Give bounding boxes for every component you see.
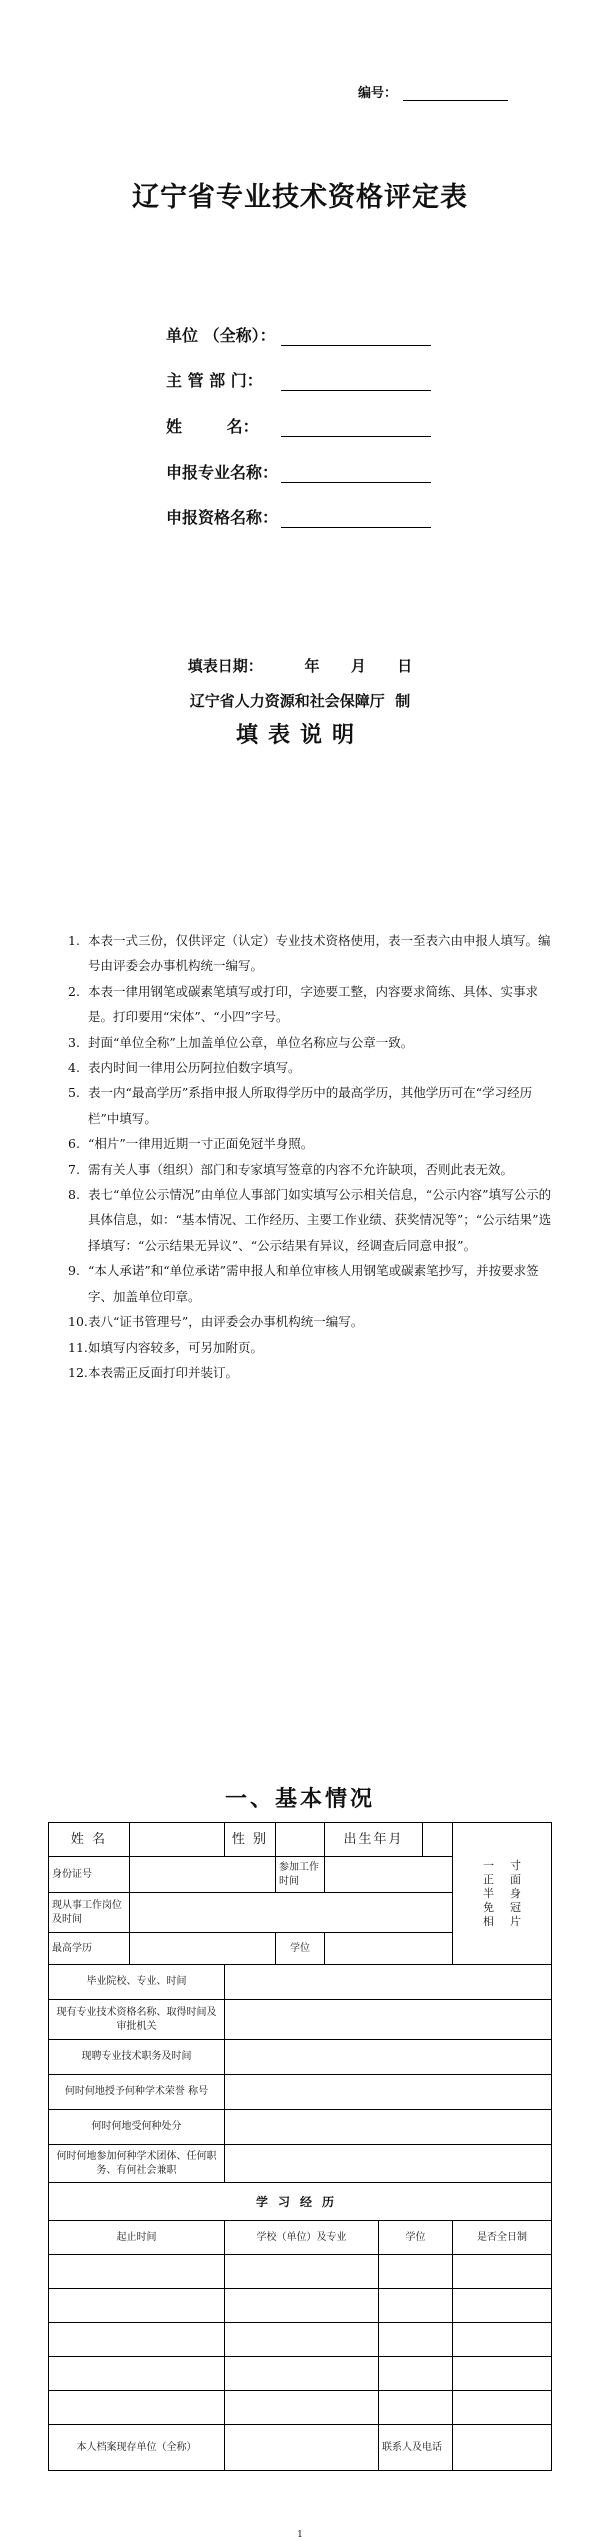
field-name-blank[interactable] (281, 420, 431, 437)
study-fulltime-cell[interactable] (453, 2391, 552, 2425)
work-start-label: 参加工作时间 (276, 1857, 325, 1893)
study-fulltime-cell[interactable] (453, 2289, 552, 2323)
birth-value[interactable] (423, 1823, 453, 1857)
instruction-item: 9. “本人承诺”和“单位承诺”需申报人和单位审核人用钢笔或碳素笔抄写，并按要求签字、加盖单位印章。 (68, 1263, 539, 1304)
instructions-title: 填表说明 (235, 722, 364, 748)
study-period-cell[interactable] (49, 2357, 225, 2391)
study-period-cell[interactable] (49, 2323, 225, 2357)
degree-value[interactable] (325, 1933, 453, 1965)
field-name (166, 414, 431, 437)
study-row (49, 2255, 552, 2289)
study-header-school: 学校（单位）及专业 (225, 2221, 379, 2255)
photo-caption: 一 正 半 免 相 寸 面 身 冠 片 (483, 1858, 522, 1928)
study-fulltime-cell[interactable] (453, 2357, 552, 2391)
serial-number (358, 82, 508, 101)
study-period-cell[interactable] (49, 2255, 225, 2289)
study-header-degree: 学位 (379, 2221, 453, 2255)
honors-value[interactable] (225, 2075, 552, 2110)
awards-value[interactable] (225, 2110, 552, 2145)
education-value[interactable] (130, 1933, 276, 1965)
photo-box[interactable] (453, 1823, 552, 1965)
archive-value[interactable] (225, 2425, 379, 2471)
contact-label: 联系人及电话 (379, 2425, 453, 2471)
study-school-cell[interactable] (225, 2323, 379, 2357)
study-degree-cell[interactable] (379, 2357, 453, 2391)
field-name-label: 姓 名： (166, 417, 259, 436)
instructions-list (68, 928, 558, 1385)
current-post-value[interactable] (225, 2040, 552, 2075)
field-dept-label: 主 管 部 门： (166, 371, 263, 390)
study-row (49, 2289, 552, 2323)
fill-date: 填表日期： 年 月 日 (187, 657, 413, 675)
current-qual-label: 现有专业技术资格名称、取得时间及审批机关 (49, 2000, 225, 2040)
serial-blank[interactable] (403, 86, 508, 101)
field-qualification-label: 申报资格名称： (166, 508, 279, 527)
basic-info-table (48, 1822, 552, 2471)
instruction-item: 3. 封面“单位全称”上加盖单位公章，单位名称应与公章一致。 (68, 1034, 414, 1050)
field-major (166, 460, 431, 483)
current-qual-value[interactable] (225, 2000, 552, 2040)
archive-label: 本人档案现存单位（全称） (49, 2425, 225, 2471)
page-number: 1 (297, 2530, 303, 2540)
field-dept-blank[interactable] (281, 374, 431, 391)
study-degree-cell[interactable] (379, 2391, 453, 2425)
name-label: 姓 名 (49, 1823, 130, 1857)
id-value[interactable] (130, 1857, 276, 1893)
instruction-item: 12. 本表需正反面打印并装订。 (68, 1364, 239, 1380)
section-title-basic-info: 一、基本情况 (224, 1786, 375, 1812)
instruction-item: 7. 需有关人事（组织）部门和专家填写签章的内容不允许缺项，否则此表无效。 (68, 1161, 514, 1177)
field-major-blank[interactable] (281, 466, 431, 483)
instruction-item: 6. “相片”一律用近期一寸正面免冠半身照。 (68, 1136, 314, 1152)
instruction-item: 1. 本表一式三份，仅供评定（认定）专业技术资格使用，表一至表六由申报人填写。编号由评委会办事机构统一编写。 (68, 933, 551, 974)
education-label: 最高学历 (49, 1933, 130, 1965)
issuer: 辽宁省人力资源和社会保障厅 制 (189, 692, 411, 710)
instruction-item: 2. 本表一律用钢笔或碳素笔填写或打印，字迹要工整，内容要求简练、具体、实事求是。打印要用“宋体”、“小四”字号。 (68, 983, 539, 1025)
contact-value[interactable] (453, 2425, 552, 2471)
instruction-item: 11. 如填写内容较多，可另加附页。 (68, 1339, 264, 1355)
instruction-item: 8. 表七“单位公示情况”由单位人事部门如实填写公示相关信息，“公示内容”填写公示的具体信息，如：“基本情况、工作经历、主要工作业绩、获奖情况等”；“公示结果”选择填写：“公示结果无异议”、“公示结果有异议，经调查后同意申报”。 (68, 1187, 552, 1253)
study-degree-cell[interactable] (379, 2255, 453, 2289)
unit-time-label: 现从事工作岗位及时间 (49, 1893, 130, 1933)
study-row (49, 2357, 552, 2391)
study-header-period: 起止时间 (49, 2221, 225, 2255)
study-degree-cell[interactable] (379, 2323, 453, 2357)
study-history-title: 学习经历 (49, 2183, 552, 2221)
field-unit-label: 单位 （全称）： (166, 326, 276, 345)
school-value[interactable] (225, 1965, 552, 2000)
study-school-cell[interactable] (225, 2391, 379, 2425)
awards-label: 何时何地受何种处分 (49, 2110, 225, 2145)
study-header-fulltime: 是否全日制 (453, 2221, 552, 2255)
degree-label: 学位 (276, 1933, 325, 1965)
orgs-value[interactable] (225, 2145, 552, 2183)
field-unit-blank[interactable] (281, 329, 431, 346)
gender-value[interactable] (276, 1823, 325, 1857)
study-degree-cell[interactable] (379, 2289, 453, 2323)
study-period-cell[interactable] (49, 2391, 225, 2425)
study-fulltime-cell[interactable] (453, 2255, 552, 2289)
document-title: 辽宁省专业技术资格评定表 (132, 182, 468, 213)
study-school-cell[interactable] (225, 2255, 379, 2289)
study-period-cell[interactable] (49, 2289, 225, 2323)
study-row (49, 2391, 552, 2425)
instruction-item: 5. 表一内“最高学历”系指申报人所取得学历中的最高学历，其他学历可在“学习经历栏”中填写。 (68, 1085, 533, 1126)
field-qualification-blank[interactable] (281, 511, 431, 528)
field-major-label: 申报专业名称： (166, 463, 279, 482)
name-value[interactable] (130, 1823, 225, 1857)
study-fulltime-cell[interactable] (453, 2323, 552, 2357)
field-dept (166, 368, 431, 391)
work-start-value[interactable] (325, 1857, 453, 1893)
field-unit (166, 323, 431, 346)
study-school-cell[interactable] (225, 2357, 379, 2391)
orgs-label: 何时何地参加何种学术团体、任何职务、有何社会兼职 (49, 2145, 225, 2183)
serial-label: 编号： (358, 86, 398, 101)
birth-label: 出生年月 (325, 1823, 423, 1857)
gender-label: 性 别 (225, 1823, 276, 1857)
id-label: 身份证号 (49, 1857, 130, 1893)
school-label: 毕业院校、专业、时间 (49, 1965, 225, 2000)
instruction-item: 10. 表八“证书管理号”，由评委会办事机构统一编写。 (68, 1314, 364, 1330)
current-post-label: 现聘专业技术职务及时间 (49, 2040, 225, 2075)
study-row (49, 2323, 552, 2357)
study-school-cell[interactable] (225, 2289, 379, 2323)
field-qualification (166, 505, 431, 528)
honors-label: 何时何地授予何种学术荣誉 称号 (49, 2075, 225, 2110)
unit-time-value[interactable] (130, 1893, 453, 1933)
instruction-item: 4. 表内时间一律用公历阿拉伯数字填写。 (68, 1060, 301, 1076)
